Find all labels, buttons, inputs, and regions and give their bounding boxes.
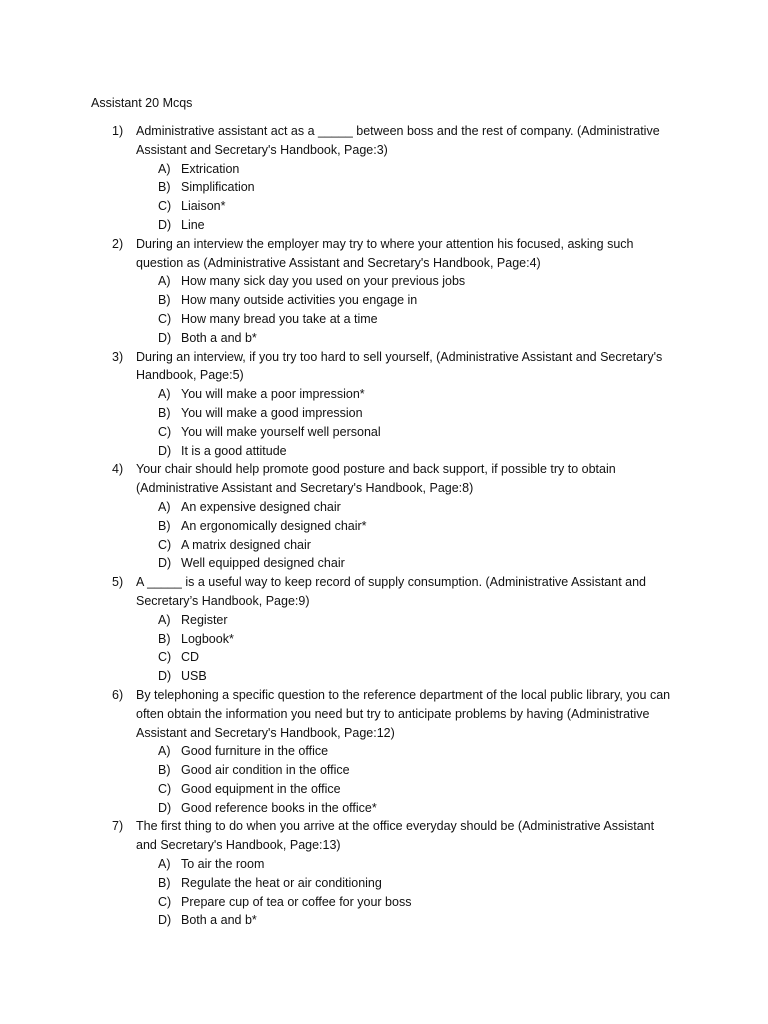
question-item: [0, 573, 768, 686]
option-text: Logbook*: [181, 631, 234, 646]
option-text: An expensive designed chair: [181, 499, 341, 514]
option-letter: A): [158, 161, 171, 176]
option-letter: B): [158, 763, 171, 778]
answer-option: [0, 611, 768, 630]
answer-option: [0, 423, 768, 442]
answer-option: [0, 272, 768, 291]
answer-option: [0, 498, 768, 517]
option-letter: A): [158, 499, 171, 514]
option-letter: C): [158, 894, 172, 909]
option-text: It is a good attitude: [181, 443, 287, 458]
question-text: The first thing to do when you arrive at the office everyday should be (Administrative Assistant and Secretary's Handbook, Page:13): [136, 819, 655, 853]
question-list: [0, 122, 768, 930]
option-text: Register: [181, 612, 228, 627]
option-letter: C): [158, 424, 172, 439]
option-letter: D): [158, 913, 172, 928]
answer-option: [0, 385, 768, 404]
answer-option: [0, 536, 768, 555]
option-text: Good furniture in the office: [181, 744, 329, 759]
question-number: 3): [112, 349, 124, 364]
option-text: Simplification: [181, 180, 255, 195]
answer-option: [0, 648, 768, 667]
option-text: Extrication: [181, 161, 240, 176]
option-text: How many bread you take at a time: [181, 311, 378, 326]
option-letter: A): [158, 612, 171, 627]
answer-option: [0, 291, 768, 310]
option-text: USB: [181, 669, 207, 684]
question-item: [0, 235, 768, 348]
option-letter: C): [158, 199, 172, 214]
answer-option: [0, 667, 768, 686]
question-number: 4): [112, 462, 124, 477]
option-text: CD: [181, 650, 200, 665]
option-letter: B): [158, 518, 171, 533]
option-letter: D): [158, 217, 172, 232]
option-letter: C): [158, 650, 172, 665]
answer-option: [0, 761, 768, 780]
answer-option: [0, 874, 768, 893]
option-letter: B): [158, 405, 171, 420]
question-text: Your chair should help promote good posture and back support, if possible try to obtain (Administrative Assistant and Secretary's Handbook, Page:8): [136, 462, 616, 496]
option-letter: A): [158, 387, 171, 402]
question-item: [0, 122, 768, 235]
option-letter: B): [158, 875, 171, 890]
option-text: An ergonomically designed chair*: [181, 518, 367, 533]
option-text: You will make yourself well personal: [181, 424, 381, 439]
answer-option: [0, 554, 768, 573]
answer-option: [0, 742, 768, 761]
question-text: By telephoning a specific question to the reference department of the local public library, you can often obtain the information you need but try to anticipate problems by having (Administrative Assistant and Secretary's Handbook, Page:12): [136, 687, 671, 740]
option-letter: D): [158, 556, 172, 571]
option-letter: D): [158, 800, 172, 815]
option-text: How many sick day you used on your previous jobs: [181, 274, 466, 289]
option-text: Good equipment in the office: [181, 781, 341, 796]
answer-option: [0, 178, 768, 197]
option-text: A matrix designed chair: [181, 537, 311, 552]
question-item: [0, 348, 768, 461]
option-text: Both a and b*: [181, 913, 257, 928]
answer-option: [0, 329, 768, 348]
question-number: 6): [112, 687, 124, 702]
question-number: 5): [112, 575, 124, 590]
option-letter: B): [158, 180, 171, 195]
question-item: [0, 817, 768, 930]
question-item: [0, 686, 768, 818]
option-text: To air the room: [181, 857, 265, 872]
option-letter: C): [158, 537, 172, 552]
option-letter: C): [158, 781, 172, 796]
option-letter: A): [158, 744, 171, 759]
option-text: Good air condition in the office: [181, 763, 350, 778]
answer-option: [0, 404, 768, 423]
answer-option: [0, 780, 768, 799]
answer-option: [0, 630, 768, 649]
question-item: [0, 460, 768, 573]
answer-option: [0, 442, 768, 461]
question-text: Administrative assistant act as a _____ between boss and the rest of company. (Administrative Assistant and Secretary's Handbook, Page:3): [136, 124, 660, 157]
option-text: Both a and b*: [181, 330, 257, 345]
option-letter: B): [158, 631, 171, 646]
option-text: Well equipped designed chair: [181, 556, 345, 571]
option-letter: D): [158, 669, 172, 684]
option-letter: A): [158, 274, 171, 289]
option-letter: B): [158, 293, 171, 308]
answer-option: [0, 517, 768, 536]
question-number: 1): [112, 124, 124, 138]
option-text: Line: [181, 217, 205, 232]
option-text: Liaison*: [181, 199, 226, 214]
answer-option: [0, 160, 768, 179]
question-text: During an interview, if you try too hard to sell yourself, (Administrative Assistant and Secretary's Handbook, Page:5): [136, 349, 663, 383]
option-letter: C): [158, 311, 172, 326]
question-number: 7): [112, 819, 124, 834]
answer-option: [0, 799, 768, 818]
option-text: Regulate the heat or air conditioning: [181, 875, 382, 890]
option-letter: A): [158, 857, 171, 872]
option-text: Good reference books in the office*: [181, 800, 377, 815]
answer-option: [0, 216, 768, 235]
question-text: During an interview the employer may try to where your attention his focused, asking such question as (Administrative Assistant and Secretary's Handbook, Page:4): [136, 236, 634, 270]
question-number: 2): [112, 236, 124, 251]
question-text: A _____ is a useful way to keep record of supply consumption. (Administrative Assistant and Secretary’s Handbook, Page:9): [136, 575, 646, 608]
answer-option: [0, 310, 768, 329]
answer-option: [0, 893, 768, 912]
page-title: Assistant 20 Mcqs: [91, 96, 193, 110]
option-text: You will make a good impression: [181, 405, 363, 420]
option-text: You will make a poor impression*: [181, 387, 365, 402]
option-text: How many outside activities you engage in: [181, 293, 418, 308]
option-text: Prepare cup of tea or coffee for your boss: [181, 894, 412, 909]
answer-option: [0, 855, 768, 874]
option-letter: D): [158, 443, 172, 458]
answer-option: [0, 911, 768, 930]
answer-option: [0, 197, 768, 216]
option-letter: D): [158, 330, 172, 345]
